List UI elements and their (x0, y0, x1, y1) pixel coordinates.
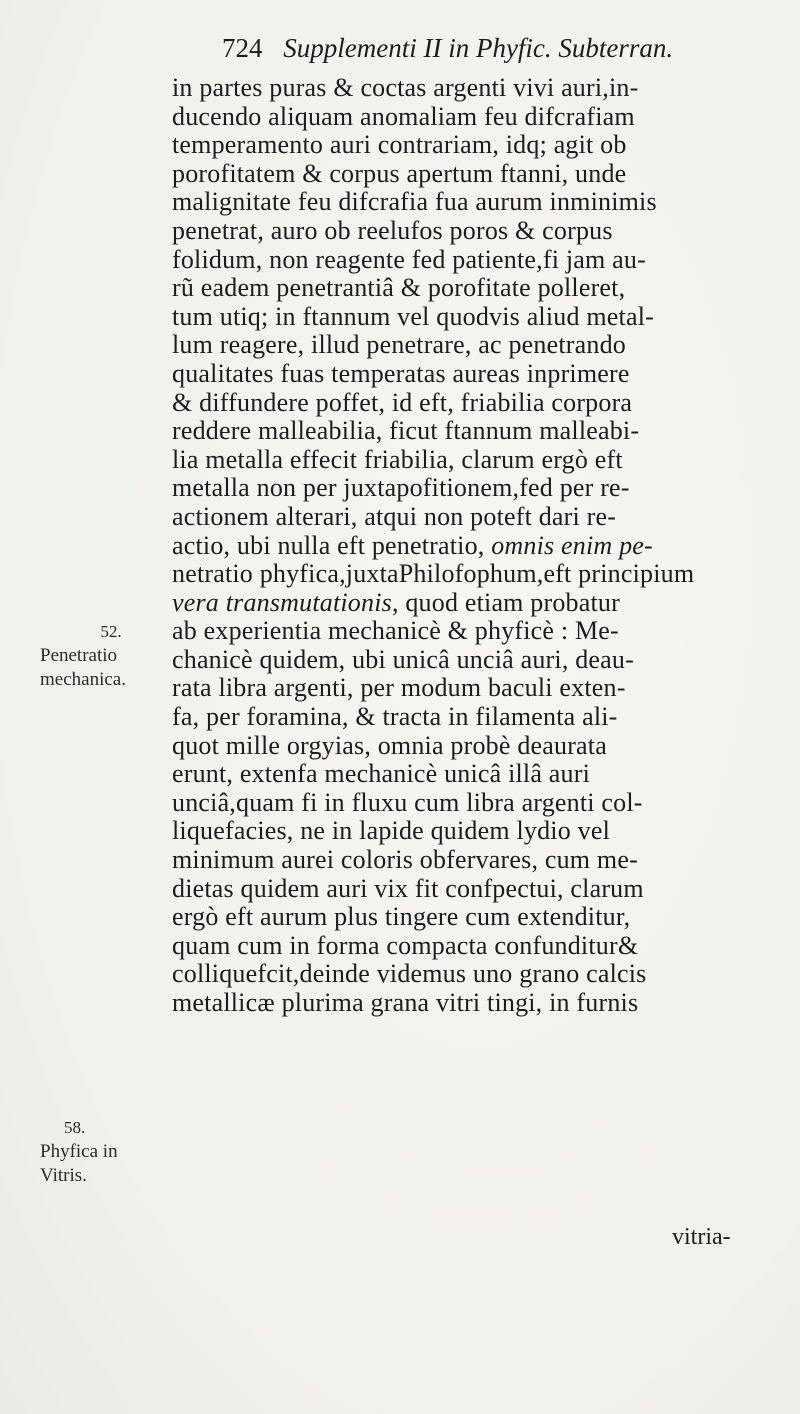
text-line: ducendo aliquam anomaliam feu difcrafiam (172, 101, 635, 131)
running-header (222, 26, 762, 70)
text-line: ab experientia mechanicè & phyficè : Me- (172, 616, 619, 646)
margin-note-penetratio (40, 620, 166, 692)
text-line-roman: , quod etiam probatur (391, 587, 620, 617)
text-line (172, 532, 792, 561)
text-line: actionem alterari, atqui non poteft dari re- (172, 501, 617, 531)
text-line: porofitatem & corpus apertum ftanni, unde (172, 158, 627, 188)
text-line: tum utiq; in ftannum vel quodvis aliud metal- (172, 301, 654, 331)
text-line: ergò eft aurum plus tingere cum extenditur, (172, 902, 631, 932)
text-line-italic: omnis enim pe- (491, 530, 653, 560)
text-line: fa, per foramina, & tracta in filamenta ali- (172, 702, 618, 732)
text-line: folidum, non reagente fed patiente,fi jam au- (172, 244, 646, 274)
text-line: metallicæ plurima grana vitri tingi, in furnis (172, 988, 639, 1017)
text-line: liquefacies, ne in lapide quidem lydio vel (172, 816, 610, 846)
text-line: metalla non per juxtapofitionem,fed per re- (172, 473, 630, 503)
running-title: Supplementi II in Phyfic. Subterran. (283, 33, 674, 63)
text-line (172, 589, 792, 618)
text-line: penetrat, auro ob reelufos poros & corpus (172, 215, 613, 245)
text-line: lum reagere, illud penetrare, ac penetrando (172, 330, 626, 360)
text-line: qualitates fuas temperatas aureas inprimere (172, 358, 630, 388)
text-line: quot mille orgyias, omnia probè deaurata (172, 730, 607, 760)
text-line: dietas quidem auri vix fit confpectui, clarum (172, 873, 644, 903)
margin-note-text: Penetratio mechanica. (40, 645, 126, 690)
text-line: colliquefcit,deinde videmus uno grano calcis (172, 959, 647, 989)
text-line: reddere malleabilia, ficut ftannum malleabi- (172, 416, 640, 446)
text-line: in partes puras & coctas argenti vivi auri,in- (172, 73, 639, 102)
margin-note-number: 52. (100, 622, 122, 641)
text-line: minimum aurei coloris obfervares, cum me- (172, 845, 638, 875)
page-number: 724 (222, 33, 263, 63)
text-line-italic: netratio phyfica,juxtaPhilofophum,eft principium (172, 559, 695, 589)
text-line: unciâ,quam fi in fluxu cum libra argenti col- (172, 787, 643, 817)
text-line: temperamento auri contrariam, idq; agit ob (172, 130, 627, 160)
text-line: & diffundere poffet, id eft, friabilia corpora (172, 387, 633, 417)
text-line: rũ eadem penetrantiâ & porofitate polleret, (172, 273, 626, 303)
text-line: lia metalla effecit friabilia, clarum ergò eft (172, 444, 623, 474)
text-line: malignitate feu difcrafia fua aurum inminimis (172, 187, 657, 217)
text-line-roman: actio, ubi nulla eft penetratio, (172, 530, 485, 560)
text-line: rata libra argenti, per modum baculi exten- (172, 673, 626, 703)
text-line: quam cum in forma compacta confunditur& (172, 930, 639, 960)
margin-note-text: Phyfica in Vitris. (40, 1141, 118, 1186)
body-text (172, 74, 792, 1018)
margin-note-number: 58. (64, 1118, 86, 1137)
text-line-italic: vera transmutationis (172, 587, 392, 617)
text-line: chanicè quidem, ubi unicâ unciâ auri, deau- (172, 644, 634, 674)
margin-note-phyfica (40, 1116, 160, 1188)
text-line: erunt, extenfa mechanicè unicâ illâ auri (172, 759, 591, 789)
catchword: vitria- (672, 1224, 731, 1250)
